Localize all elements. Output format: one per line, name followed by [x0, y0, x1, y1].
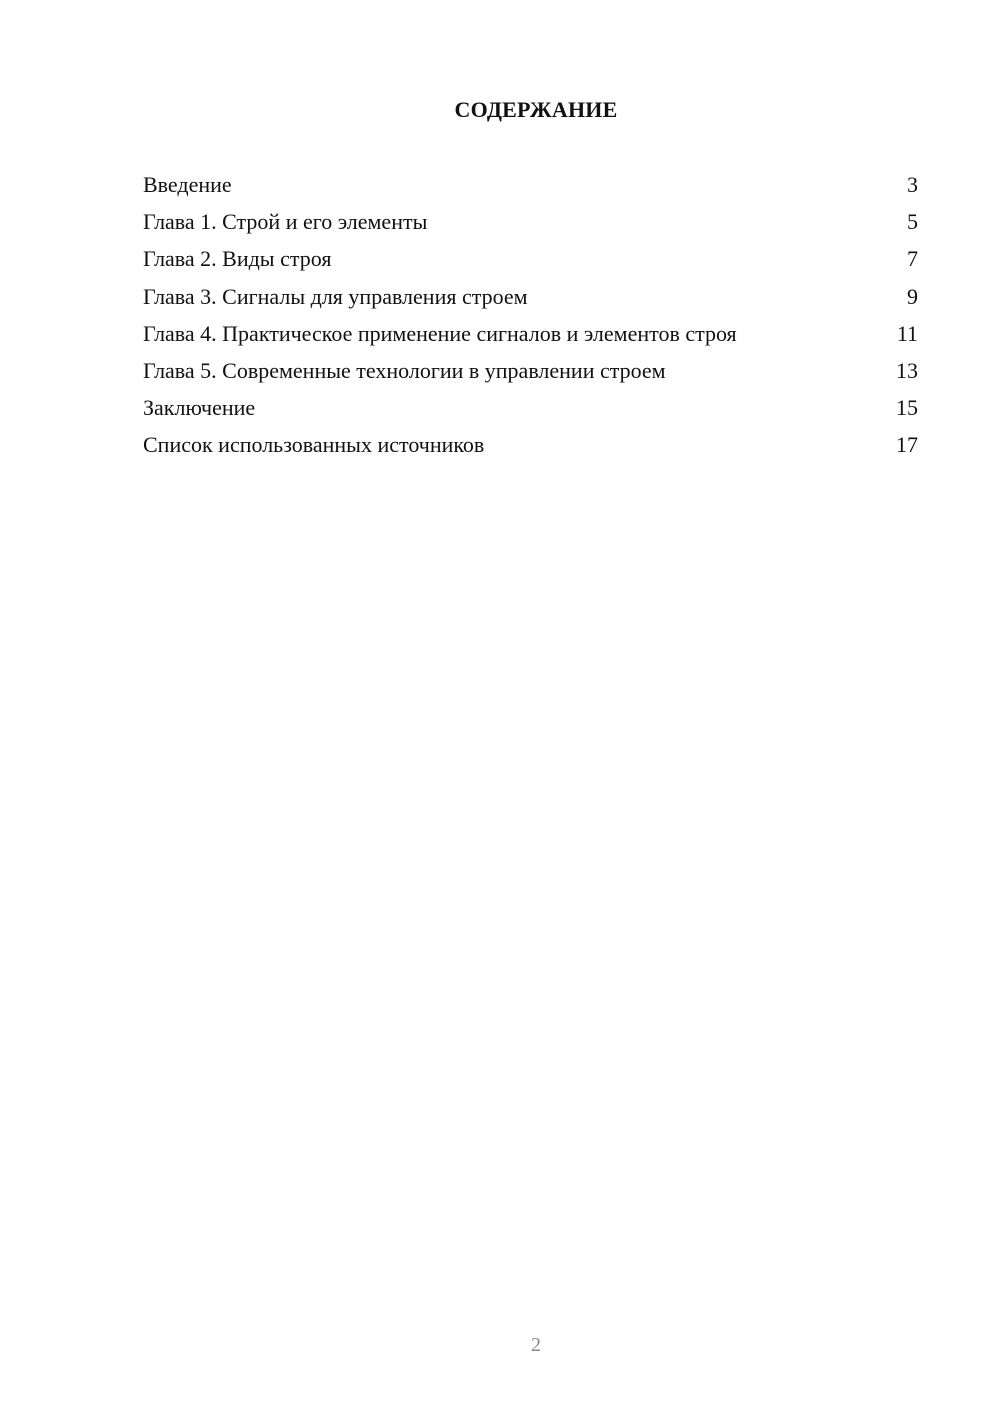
toc-entry-page: 11: [896, 320, 918, 346]
toc-entry-page: 9: [907, 283, 918, 309]
toc-entry-chapter-3: [143, 282, 918, 319]
toc-entry-introduction: [143, 170, 918, 207]
toc-entry-page: 3: [907, 172, 918, 197]
toc-entry-title: Список использованных источников: [143, 432, 485, 458]
toc-entry-page: 5: [907, 209, 918, 235]
toc-entry-page: 15: [896, 395, 918, 421]
toc-entry-page: 7: [907, 246, 918, 272]
toc-entry-references: [143, 430, 918, 467]
toc-entry-title: Глава 2. Виды строя: [143, 246, 332, 272]
toc-entry-chapter-5: [143, 356, 918, 393]
toc-entry-page: 13: [896, 357, 918, 383]
table-of-contents: [143, 170, 918, 468]
toc-entry-title: Заключение: [143, 395, 256, 421]
toc-entry-chapter-2: [143, 244, 918, 281]
toc-entry-title: Введение: [143, 172, 232, 197]
toc-heading: СОДЕРЖАНИЕ: [454, 97, 618, 122]
toc-entry-title: Глава 5. Современные технологии в управлении строем: [143, 357, 666, 383]
toc-entry-title: Глава 1. Строй и его элементы: [143, 209, 428, 235]
toc-entry-title: Глава 4. Практическое применение сигналов и элементов строя: [143, 320, 737, 346]
toc-entry-chapter-1: [143, 207, 918, 244]
toc-entry-title: Глава 3. Сигналы для управления строем: [143, 283, 528, 309]
toc-entry-chapter-4: [143, 319, 918, 356]
toc-entry-page: 17: [896, 432, 918, 458]
page-number: 2: [531, 1334, 541, 1356]
toc-entry-conclusion: [143, 393, 918, 430]
